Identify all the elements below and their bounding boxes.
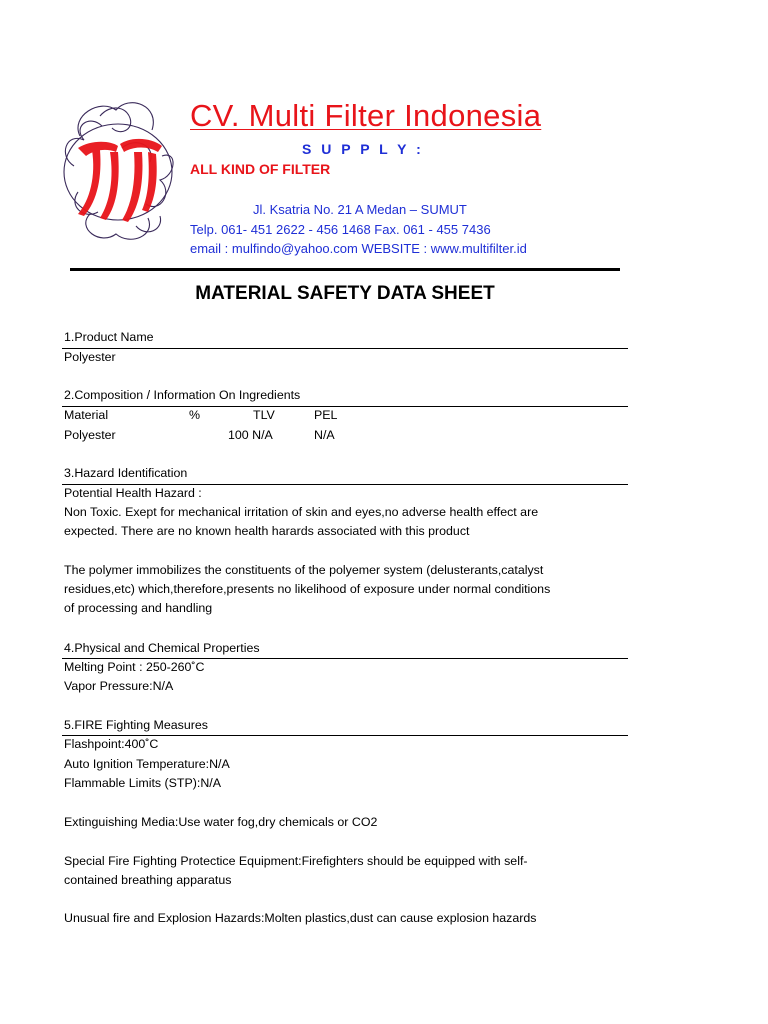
section-heading-physical: 4.Physical and Chemical Properties — [64, 641, 260, 655]
document-title: MATERIAL SAFETY DATA SHEET — [195, 283, 495, 304]
product-name-value: Polyester — [64, 350, 116, 364]
company-address: Jl. Ksatria No. 21 A Medan – SUMUT — [253, 202, 467, 217]
section-heading-hazard: 3.Hazard Identification — [64, 466, 188, 480]
unusual-hazards: Unusual fire and Explosion Hazards:Molten plastics,dust can cause explosion hazards — [64, 911, 537, 925]
section-heading-product: 1.Product Name — [64, 330, 154, 344]
composition-percent-tlv-value: 100 N/A — [228, 428, 273, 442]
header-divider — [70, 268, 620, 271]
column-header-pel: PEL — [314, 408, 338, 422]
column-header-percent: % — [189, 408, 201, 422]
hazard-paragraph-line: of processing and handling — [64, 601, 213, 615]
company-name: CV. Multi Filter Indonesia — [190, 98, 542, 133]
fire-equipment-line: Special Fire Fighting Protectice Equipment:Firefighters should be equipped with self- — [64, 854, 528, 868]
section-heading-fire: 5.FIRE Fighting Measures — [64, 718, 208, 732]
melting-point: Melting Point : 250-260˚C — [64, 660, 205, 674]
auto-ignition-temperature: Auto Ignition Temperature:N/A — [64, 757, 230, 771]
column-header-material: Material — [64, 408, 109, 422]
composition-material-value: Polyester — [64, 428, 116, 442]
company-phone-fax: Telp. 061- 451 2622 - 456 1468 Fax. 061 - 455 7436 — [190, 222, 491, 237]
flammable-limits: Flammable Limits (STP):N/A — [64, 776, 221, 790]
hazard-line: Potential Health Hazard : — [64, 486, 202, 500]
column-header-tlv: TLV — [253, 408, 275, 422]
flashpoint: Flashpoint:400˚C — [64, 737, 159, 751]
fire-equipment-line: contained breathing apparatus — [64, 873, 232, 887]
tagline: ALL KIND OF FILTER — [190, 161, 331, 177]
composition-pel-value: N/A — [314, 428, 335, 442]
extinguishing-media: Extinguishing Media:Use water fog,dry chemicals or CO2 — [64, 815, 378, 829]
section-divider — [62, 406, 628, 407]
company-email-website: email : mulfindo@yahoo.com WEBSITE : www.multifilter.id — [190, 241, 527, 256]
company-logo — [60, 96, 176, 248]
section-heading-composition: 2.Composition / Information On Ingredients — [64, 388, 301, 402]
hazard-paragraph-line: The polymer immobilizes the constituents of the polyemer system (delusterants,catalyst — [64, 563, 544, 577]
hazard-line: Non Toxic. Exept for mechanical irritation of skin and eyes,no adverse health effect are — [64, 505, 539, 519]
section-divider — [62, 348, 628, 349]
hazard-line: expected. There are no known health harards associated with this product — [64, 524, 470, 538]
vapor-pressure: Vapor Pressure:N/A — [64, 679, 174, 693]
supply-label: S U P P L Y : — [302, 141, 424, 157]
hazard-paragraph-line: residues,etc) which,therefore,presents no likelihood of exposure under normal conditions — [64, 582, 551, 596]
